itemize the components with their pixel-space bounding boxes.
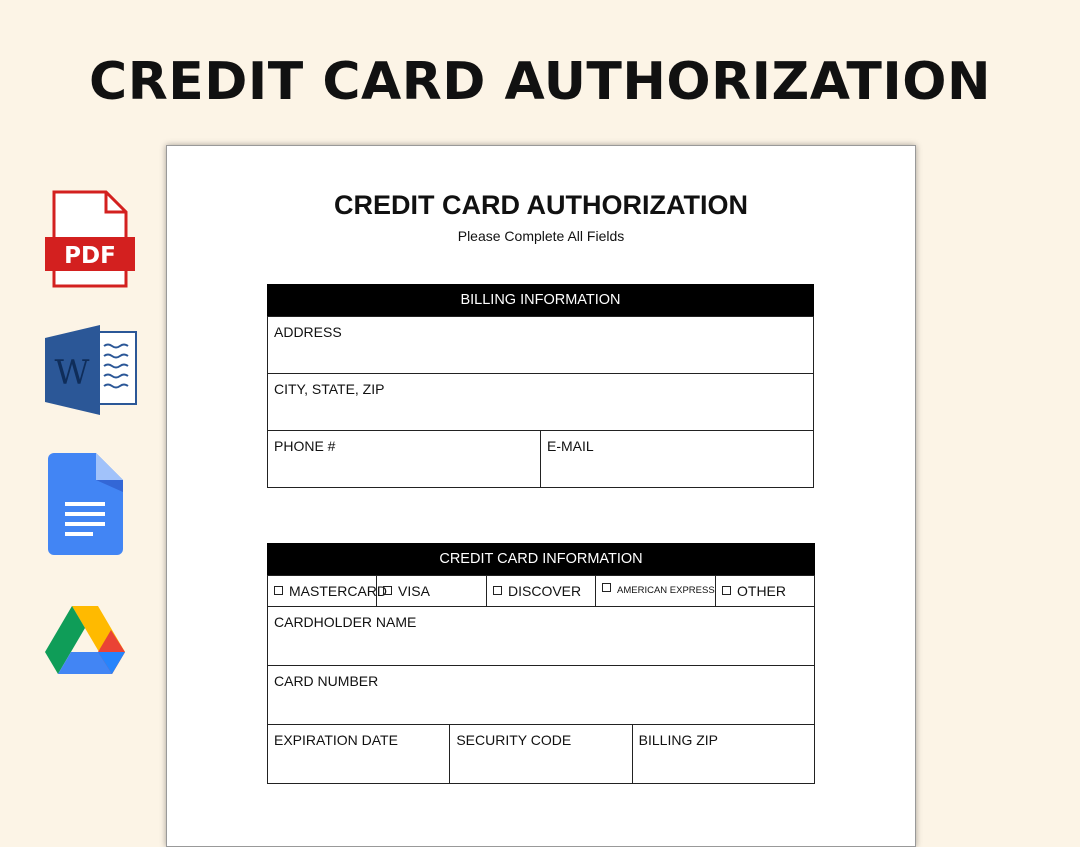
word-icon[interactable] [44,324,138,416]
checkbox-icon [274,586,283,595]
card-type-label: VISA [398,583,430,599]
pdf-icon[interactable] [44,190,136,288]
checkbox-icon [722,586,731,595]
expiration-date-field[interactable]: EXPIRATION DATE [268,725,450,784]
card-type-label: MASTERCARD [289,583,388,599]
billing-table [267,316,814,488]
card-detail-table [267,606,815,784]
card-type-other[interactable] [716,576,815,607]
card-type-american-express[interactable] [596,576,716,607]
google-drive-icon[interactable] [44,604,126,678]
card-number-field[interactable]: CARD NUMBER [268,666,815,725]
security-code-field[interactable]: SECURITY CODE [450,725,632,784]
email-field[interactable]: E-MAIL [541,431,814,488]
checkbox-icon [383,586,392,595]
card-type-mastercard[interactable] [268,576,388,607]
phone-field[interactable]: PHONE # [268,431,541,488]
city-state-zip-field[interactable]: CITY, STATE, ZIP [268,374,814,431]
cardholder-name-field[interactable]: CARDHOLDER NAME [268,607,815,666]
document-title: CREDIT CARD AUTHORIZATION [334,190,748,220]
word-icon-label: W [54,353,90,393]
billing-section-header: BILLING INFORMATION [267,284,814,316]
checkbox-icon [602,583,611,592]
google-docs-icon[interactable] [48,452,124,556]
card-type-label: OTHER [737,583,786,599]
page-title: CREDIT CARD AUTHORIZATION [89,52,991,112]
billing-zip-field[interactable]: BILLING ZIP [632,725,814,784]
card-type-label: AMERICAN EXPRESS [617,585,715,596]
card-section [267,543,815,784]
card-type-discover[interactable] [487,576,596,607]
document-subtitle: Please Complete All Fields [457,228,625,244]
card-type-label: DISCOVER [508,583,582,599]
billing-section [267,284,814,488]
address-field[interactable]: ADDRESS [268,317,814,374]
document-preview [166,145,916,847]
checkbox-icon [493,586,502,595]
card-section-header: CREDIT CARD INFORMATION [267,543,815,575]
card-type-visa[interactable] [377,576,487,607]
card-type-table [267,575,815,607]
pdf-icon-label: PDF [64,243,116,269]
